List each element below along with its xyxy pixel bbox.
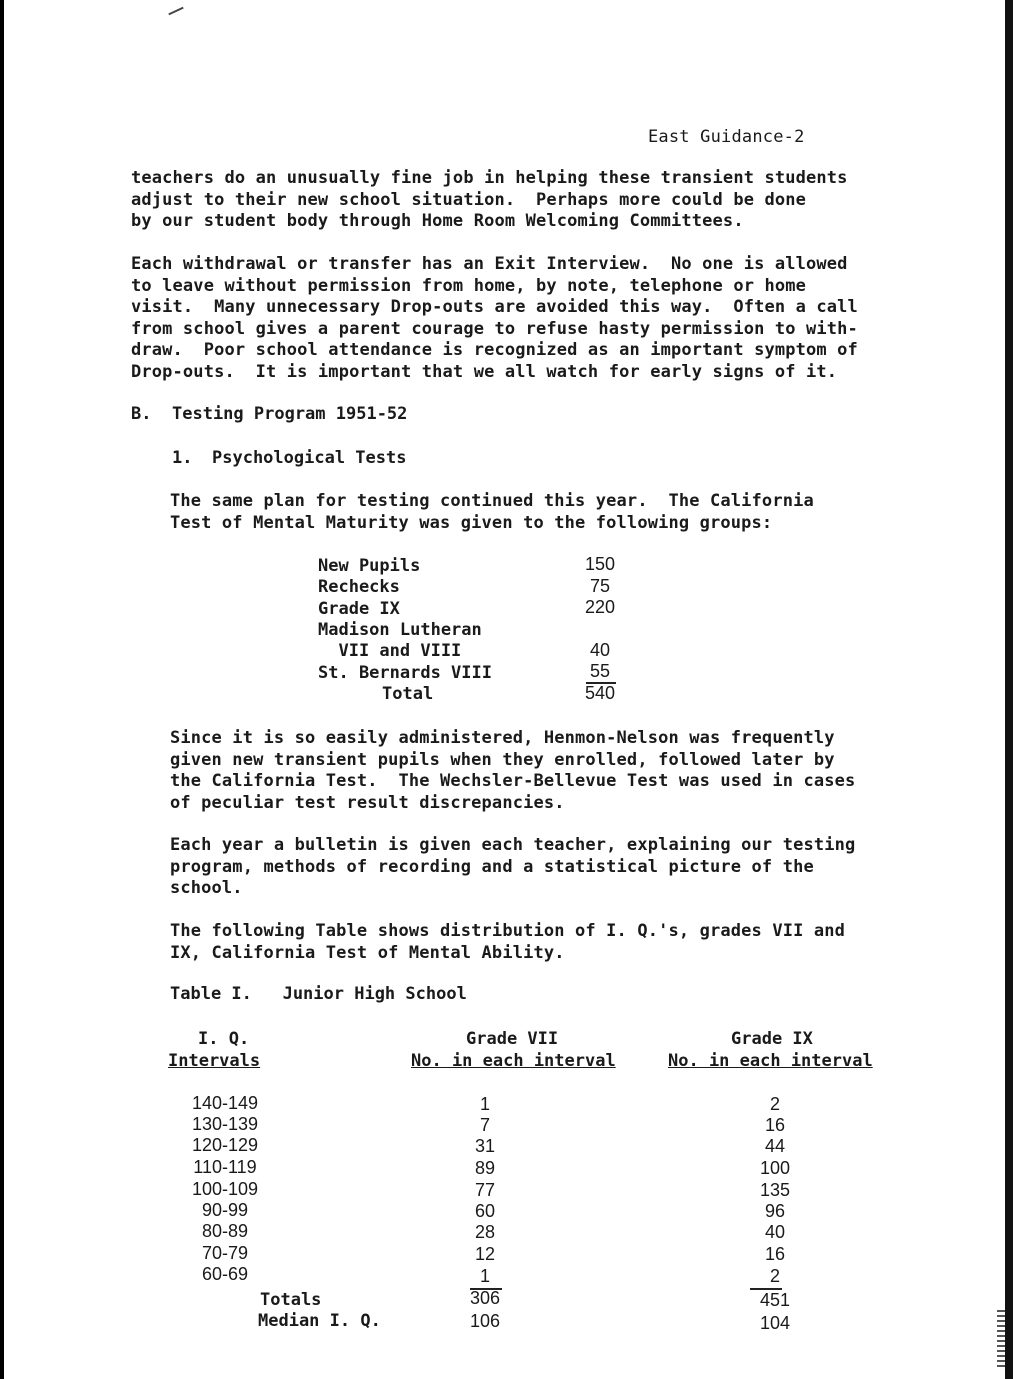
interval-cell: 140-149 [191,1093,259,1113]
paragraph-6 [170,921,845,964]
median-label: Median I. Q. [258,1311,381,1331]
paragraph-line: Each year a bulletin is given each teacher, explaining our testing [170,835,856,855]
page-header: East Guidance-2 [648,127,805,147]
totals-label: Totals [260,1290,322,1310]
grade7-cell: 89 [474,1158,496,1178]
paragraph-line: The same plan for testing continued this year. The California [170,491,814,511]
paragraph-3 [170,491,814,534]
paragraph-2 [131,254,858,383]
grade7-cell: 60 [474,1201,496,1221]
column-header-grade9: Grade IX [731,1029,813,1049]
groups-total-label: Total [382,684,434,704]
paragraph-line: The following Table shows distribution of I. Q.'s, grades VII and [170,921,846,941]
paragraph-line: by our student body through Home Room Welcoming Committees. [131,211,744,231]
paragraph-line: school. [170,878,243,898]
group-label: St. Bernards VIII [318,663,492,683]
group-value: 55 [589,661,611,681]
paragraph-line: from school gives a parent courage to refuse hasty permission to with- [131,318,858,339]
group-value: 150 [584,554,616,574]
grade7-cell: 1 [479,1094,490,1114]
column-header-iq: I. Q. [198,1029,250,1049]
group-value: 220 [584,597,616,617]
grade9-cell: 96 [764,1201,786,1221]
group-label: VII and VIII [318,641,462,661]
interval-cell: 120-129 [191,1135,259,1155]
scan-border-right [1005,0,1013,1379]
grade9-cell: 2 [769,1266,780,1286]
interval-cell: 130-139 [191,1114,259,1134]
grade7-cell: 12 [474,1244,496,1264]
section-b-letter: B. [131,404,152,424]
interval-cell: 100-109 [191,1179,259,1199]
grade7-cell: 77 [474,1180,496,1200]
groups-total-value: 540 [584,683,616,703]
group-value: 75 [589,576,611,596]
paragraph-line: the California Test. The Wechsler-Bellevue Test was used in cases [170,771,856,791]
column-header-grade7: Grade VII [466,1029,559,1049]
totals-grade9: 451 [759,1290,791,1310]
paragraph-line: Drop-outs. It is important that we all watch for early signs of it. [131,361,838,382]
grade9-cell: 40 [764,1222,786,1242]
subsection-1-title: Psychological Tests [212,448,407,468]
column-header-grade7-sub: No. in each interval [411,1051,616,1071]
paragraph-line: Since it is so easily administered, Henmon-Nelson was frequently [170,728,835,748]
paragraph-1 [131,168,848,233]
median-grade7: 106 [469,1311,501,1331]
paragraph-line: Each withdrawal or transfer has an Exit Interview. No one is allowed [131,254,848,274]
paragraph-line: given new transient pupils when they enrolled, followed later by [170,749,835,770]
grade7-cell: 7 [479,1115,490,1135]
paragraph-line: of peculiar test result discrepancies. [170,792,565,813]
scan-border-left [0,0,4,1379]
column-header-intervals: Intervals [168,1051,261,1071]
interval-cell: 80-89 [201,1221,249,1241]
interval-cell: 70-79 [201,1243,249,1263]
paragraph-5 [170,835,855,900]
grade9-cell: 16 [764,1244,786,1264]
grade9-cell: 100 [759,1158,791,1178]
table-caption: Table I. Junior High School [170,984,467,1004]
grade7-cell: 1 [479,1266,490,1286]
interval-cell: 60-69 [201,1264,249,1284]
paragraph-line: program, methods of recording and a statistical picture of the [170,856,814,877]
grade7-cell: 31 [474,1136,496,1156]
grade9-cell: 2 [769,1094,780,1114]
paragraph-line: IX, California Test of Mental Ability. [170,942,565,963]
scan-edge-artifact [997,1310,1005,1370]
totals-grade7: 306 [469,1288,501,1308]
grade7-cell: 28 [474,1222,496,1242]
paragraph-line: visit. Many unnecessary Drop-outs are avoided this way. Often a call [131,297,858,317]
paragraph-line: draw. Poor school attendance is recognized as an important symptom of [131,340,858,360]
paragraph-line: Test of Mental Maturity was given to the following groups: [170,512,773,533]
section-b-title: Testing Program 1951-52 [172,404,408,424]
grade9-cell: 16 [764,1115,786,1135]
interval-cell: 110-119 [193,1157,257,1177]
group-label: Rechecks [318,577,400,597]
subsection-1-number: 1. [172,448,193,468]
paragraph-line: to leave without permission from home, by note, telephone or home [131,275,807,296]
group-label: Grade IX [318,599,400,619]
group-label: Madison Lutheran [318,620,482,640]
paragraph-line: teachers do an unusually fine job in helping these transient students [131,168,848,188]
interval-cell: 90-99 [201,1200,249,1220]
median-grade9: 104 [759,1313,791,1333]
group-label: New Pupils [318,556,421,576]
paragraph-line: adjust to their new school situation. Perhaps more could be done [131,189,807,210]
scan-mark [168,7,183,16]
grade9-cell: 135 [759,1180,791,1200]
grade9-cell: 44 [764,1136,786,1156]
group-value: 40 [589,640,611,660]
column-header-grade9-sub: No. in each interval [668,1051,873,1071]
paragraph-4 [170,728,855,814]
